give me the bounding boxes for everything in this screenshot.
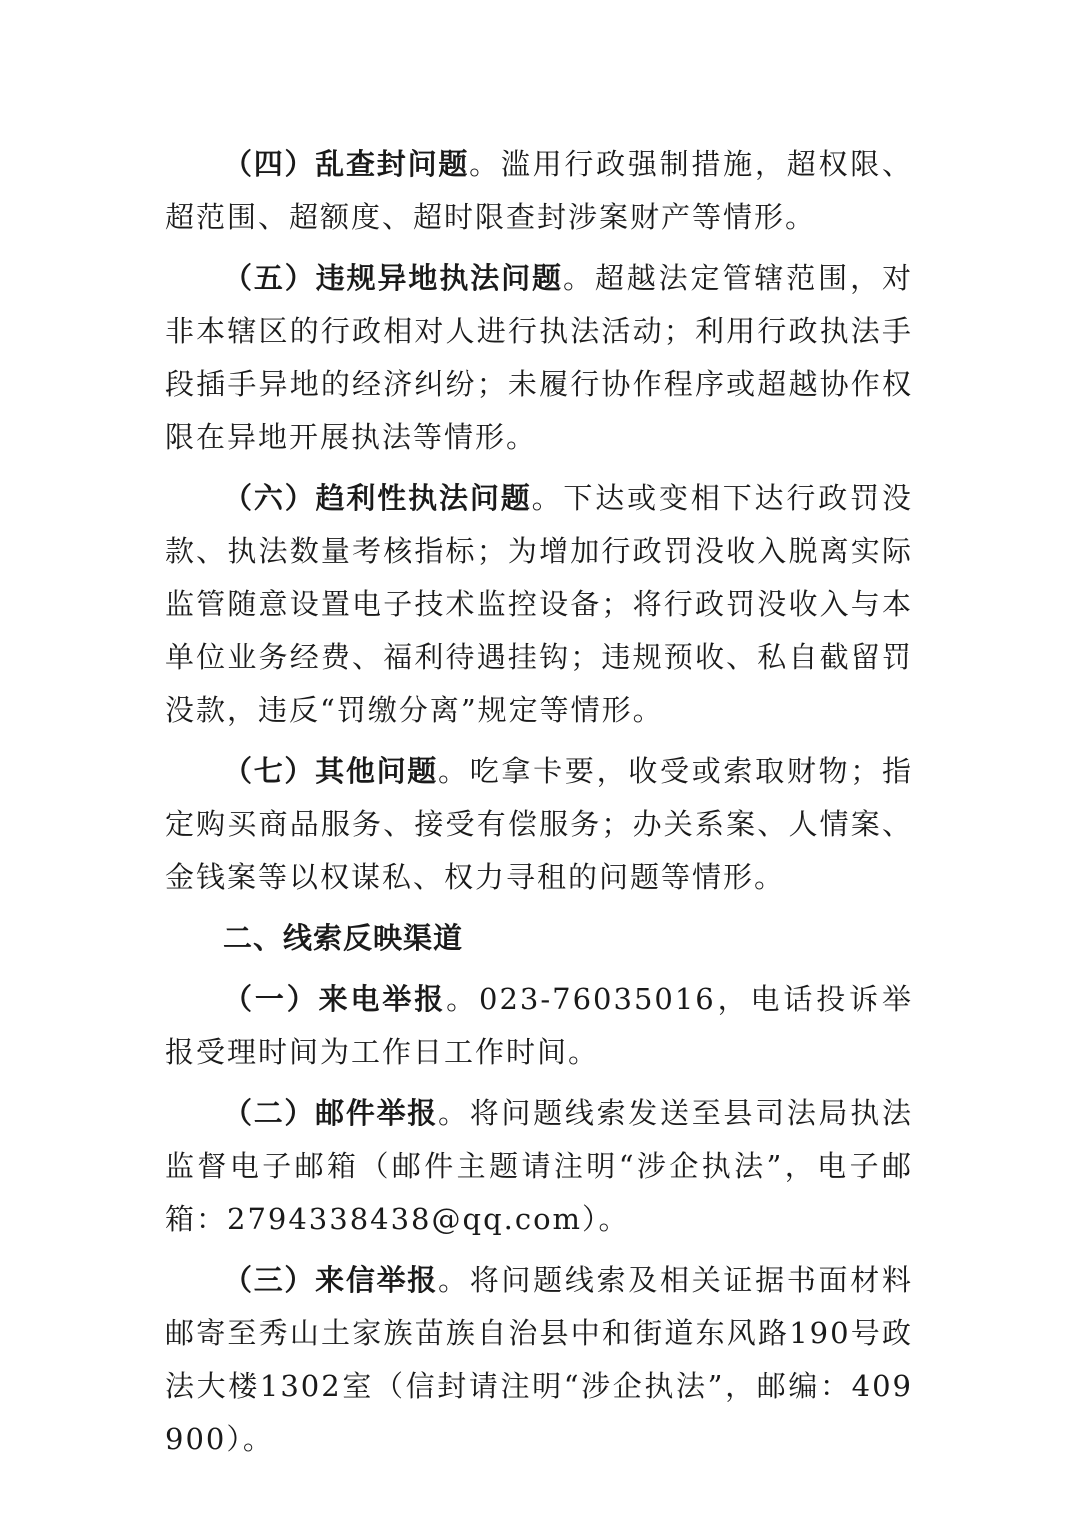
- paragraph-heading: （一）来电举报: [223, 982, 447, 1016]
- paragraph-heading: （七）其他问题: [223, 754, 438, 788]
- document-body: [165, 138, 913, 1474]
- paragraph-heading: （五）违规异地执法问题: [223, 261, 563, 295]
- paragraph-heading: （六）趋利性执法问题: [223, 481, 532, 515]
- paragraph-text: 。将问题线索发送至县司法局执法监督电子邮箱（邮件主题请注明“涉企执法”，电子邮箱：2794338438@qq.com）。: [165, 1096, 913, 1236]
- paragraph-text: 。滥用行政强制措施，超权限、超范围、超额度、超时限查封涉案财产等情形。: [165, 147, 913, 234]
- channel-phone: [165, 973, 913, 1079]
- section-heading: 二、线索反映渠道: [223, 921, 464, 955]
- paragraph-item-7: [165, 745, 913, 904]
- paragraph-item-4: [165, 138, 913, 244]
- paragraph-text: 。将问题线索及相关证据书面材料邮寄至秀山土家族苗族自治县中和街道东风路190号政法大楼1302室（信封请注明“涉企执法”，邮编：409900）。: [165, 1263, 913, 1456]
- channel-letter: [165, 1254, 913, 1466]
- paragraph-heading: （四）乱查封问题: [223, 147, 470, 181]
- paragraph-item-5: [165, 252, 913, 464]
- paragraph-heading: （三）来信举报: [223, 1263, 438, 1297]
- paragraph-text: 。023-76035016，电话投诉举报受理时间为工作日工作时间。: [165, 982, 913, 1069]
- channel-email: [165, 1087, 913, 1246]
- paragraph-text: 。超越法定管辖范围，对非本辖区的行政相对人进行执法活动；利用行政执法手段插手异地的经济纠纷；未履行协作程序或超越协作权限在异地开展执法等情形。: [165, 261, 913, 454]
- paragraph-heading: （二）邮件举报: [223, 1096, 438, 1130]
- paragraph-item-6: [165, 472, 913, 737]
- paragraph-text: 。下达或变相下达行政罚没款、执法数量考核指标；为增加行政罚没收入脱离实际监管随意设置电子技术监控设备；将行政罚没收入与本单位业务经费、福利待遇挂钩；违规预收、私自截留罚没款，违反“罚缴分离”规定等情形。: [165, 481, 913, 727]
- paragraph-text: 。吃拿卡要，收受或索取财物；指定购买商品服务、接受有偿服务；办关系案、人情案、金钱案等以权谋私、权力寻租的问题等情形。: [165, 754, 913, 894]
